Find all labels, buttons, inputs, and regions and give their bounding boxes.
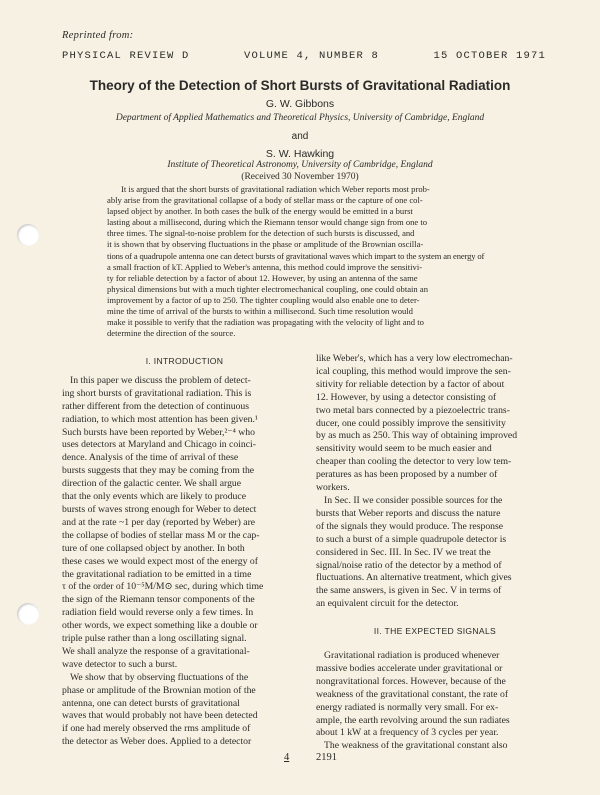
abstract-line: determine the direction of the source. xyxy=(107,328,236,339)
section-heading: II. THE EXPECTED SIGNALS xyxy=(373,626,497,637)
journal-name: PHYSICAL REVIEW D xyxy=(62,50,190,62)
text-line: other words, we expect something like a double or xyxy=(62,620,258,632)
text-line: ducer, one could possibly improve the sensitivity xyxy=(316,417,506,429)
section-heading: I. INTRODUCTION xyxy=(145,356,224,366)
text-line: fluctuations. An alternative treatment, which gives xyxy=(316,572,512,584)
reprinted-from-label: Reprinted from: xyxy=(62,30,134,41)
text-line: workers. xyxy=(316,482,350,494)
text-line: τ of the order of 10⁻⁵M/M⊙ sec, during which time xyxy=(62,581,264,593)
author-name: S. W. Hawking xyxy=(265,148,335,160)
text-line: massive bodies accelerate under gravitational or xyxy=(316,662,503,674)
text-line: 12. However, by using a detector consisting of xyxy=(316,391,497,403)
abstract-line: mine the time of arrival of the bursts to within a millisecond. Such time resolution would xyxy=(107,306,413,317)
text-line: In Sec. II we consider possible sources for the xyxy=(324,494,503,506)
text-line: the collapse of bodies of stellar mass M or the cap- xyxy=(62,529,260,541)
author-affiliation: Institute of Theoretical Astronomy, University of Cambridge, England xyxy=(167,160,433,170)
text-line: Such bursts have been reported by Weber,²⁻⁴ who xyxy=(62,426,255,438)
text-line: direction of the galactic center. We shall argue xyxy=(62,478,242,490)
text-line: sitivity for reliable detection by a factor of about xyxy=(316,378,505,390)
text-line: ing short bursts of gravitational radiation. This is xyxy=(62,387,252,399)
text-line: if one had merely observed the rms amplitude of xyxy=(62,723,251,735)
text-line: the sign of the Riemann tensor components of the xyxy=(62,594,255,606)
text-line: peratures as has been proposed by a number of xyxy=(316,469,498,481)
text-line: ample, the earth revolving around the sun radiates xyxy=(316,714,510,726)
text-line: dence. Analysis of the time of arrival of these xyxy=(62,452,239,464)
text-line: that the only events which are likely to produce xyxy=(62,491,247,503)
text-line: about 1 kW at a frequency of 3 cycles per year. xyxy=(316,727,499,739)
text-line: an equivalent circuit for the detector. xyxy=(316,598,459,610)
author-name: G. W. Gibbons xyxy=(265,98,335,110)
text-line: weakness of the gravitational constant, the rate of xyxy=(316,688,509,700)
left-column xyxy=(62,353,307,749)
text-line: bursts that Weber reports and discuss the nature xyxy=(316,507,501,519)
punch-hole xyxy=(17,224,39,246)
text-line: uses detectors at Maryland and Chicago in coinci- xyxy=(62,439,256,451)
author-affiliation: Department of Applied Mathematics and Theoretical Physics, University of Cambridge, England xyxy=(115,113,485,123)
text-line: nongravitational forces. However, because of the xyxy=(316,675,506,687)
journal-header xyxy=(62,50,546,62)
abstract-line: a small fraction of kT. Applied to Weber's antenna, this method could improve the sensitivi- xyxy=(107,261,423,272)
text-line: these cases we would expect most of the energy of xyxy=(62,555,258,567)
text-line: ture of one collapsed object by another. In both xyxy=(62,542,245,554)
text-line: We shall analyze the response of a gravitational- xyxy=(62,645,250,657)
right-column xyxy=(316,353,554,753)
text-line: The weakness of the gravitational constant also xyxy=(324,740,508,752)
abstract-line: ably arise from the gravitational collapse of a body of stellar mass or the capture of one col- xyxy=(107,195,423,206)
text-line: to such a burst of a simple quadrupole detector is xyxy=(316,533,507,545)
footer-mark: 4 xyxy=(284,752,290,763)
abstract-line: improvement by a factor of up to 250. The tighter coupling would also enable one to deter- xyxy=(107,294,420,305)
abstract-line: lapsed object by another. In both cases the bulk of the energy would be emitted in a burst xyxy=(107,206,413,217)
text-line: two metal bars connected by a piezoelectric trans- xyxy=(316,404,510,416)
abstract-line: three times. The signal-to-noise problem for the detection of such bursts is discussed, and xyxy=(107,228,415,239)
paper-title: Theory of the Detection of Short Bursts of Gravitational Radiation xyxy=(89,78,511,93)
text-line: the detector as Weber does. Applied to a detector xyxy=(62,736,252,748)
text-line: considered in Sec. III. In Sec. IV we treat the xyxy=(316,546,491,558)
text-line: by as much as 250. This way of obtaining improved xyxy=(316,430,518,442)
text-line: and at the rate ~1 per day (reported by Weber) are xyxy=(62,516,256,528)
text-line: signal/noise ratio of the detector by a method of xyxy=(316,559,502,571)
text-line: antenna, one can detect bursts of gravitational xyxy=(62,697,240,709)
text-line: waves that would probably not have been detected xyxy=(62,710,258,722)
abstract-line: tions of a quadrupole antenna one can detect bursts of gravitational waves which impart to the system an energy of xyxy=(107,250,485,261)
abstract-line: It is argued that the short bursts of gravitational radiation which Weber reports most prob- xyxy=(121,184,430,194)
text-line: radiation, to which most attention has been given.¹ xyxy=(62,413,258,425)
abstract-line: lasting about a millisecond, during which the Riemann tensor would change sign from one to xyxy=(107,217,428,228)
text-line: the gravitational radiation to be emitted in a time xyxy=(62,568,252,580)
text-line: triple pulse rather than a long oscillating signal. xyxy=(62,633,247,645)
abstract-line: make it possible to verify that the radiation was propagating with the velocity of light and to xyxy=(107,317,424,328)
abstract-line: it is shown that by observing fluctuations in the phase or amplitude of the Brownian oscilla- xyxy=(107,239,424,250)
text-line: cheaper than cooling the detector to very low tem- xyxy=(316,456,512,468)
text-line: bursts of waves strong enough for Weber to detect xyxy=(62,503,257,515)
punch-hole xyxy=(17,603,39,625)
text-line: rather different from the detection of continuous xyxy=(62,400,250,412)
text-line: of the signals they would produce. The response xyxy=(316,520,504,532)
received-date: (Received 30 November 1970) xyxy=(241,172,359,182)
text-line: We show that by observing fluctuations of the xyxy=(70,671,249,683)
text-line: sensitivity would seem to be much easier and xyxy=(316,443,492,455)
page-number: 2191 xyxy=(316,752,337,763)
text-line: Gravitational radiation is produced whenever xyxy=(324,650,500,662)
abstract xyxy=(107,184,503,339)
text-line: ical coupling, this method would improve the sen- xyxy=(316,365,511,377)
issue-date: 15 OCTOBER 1971 xyxy=(433,50,546,62)
text-line: phase or amplitude of the Brownian motion of the xyxy=(62,684,256,696)
text-line: radiation field would reverse only a few times. In xyxy=(62,607,254,619)
text-line: energy radiated is normally very small. For ex- xyxy=(316,701,499,713)
text-line: like Weber's, which has a very low electromechan- xyxy=(316,353,513,364)
abstract-line: physical dimensions but with a much tighter electromechanical coupling, one could obtain an xyxy=(107,283,428,294)
volume-number: VOLUME 4, NUMBER 8 xyxy=(243,50,380,62)
text-line: the same answers, is given in Sec. V in terms of xyxy=(316,585,502,597)
text-line: wave detector to such a burst. xyxy=(62,658,178,670)
author-separator: and xyxy=(291,131,309,142)
text-line: In this paper we discuss the problem of detect- xyxy=(70,374,251,386)
text-line: bursts suggests that they may be coming from the xyxy=(62,465,255,477)
abstract-line: ty for reliable detection by a factor of about 12. However, by using an antenna of the same xyxy=(107,272,418,283)
